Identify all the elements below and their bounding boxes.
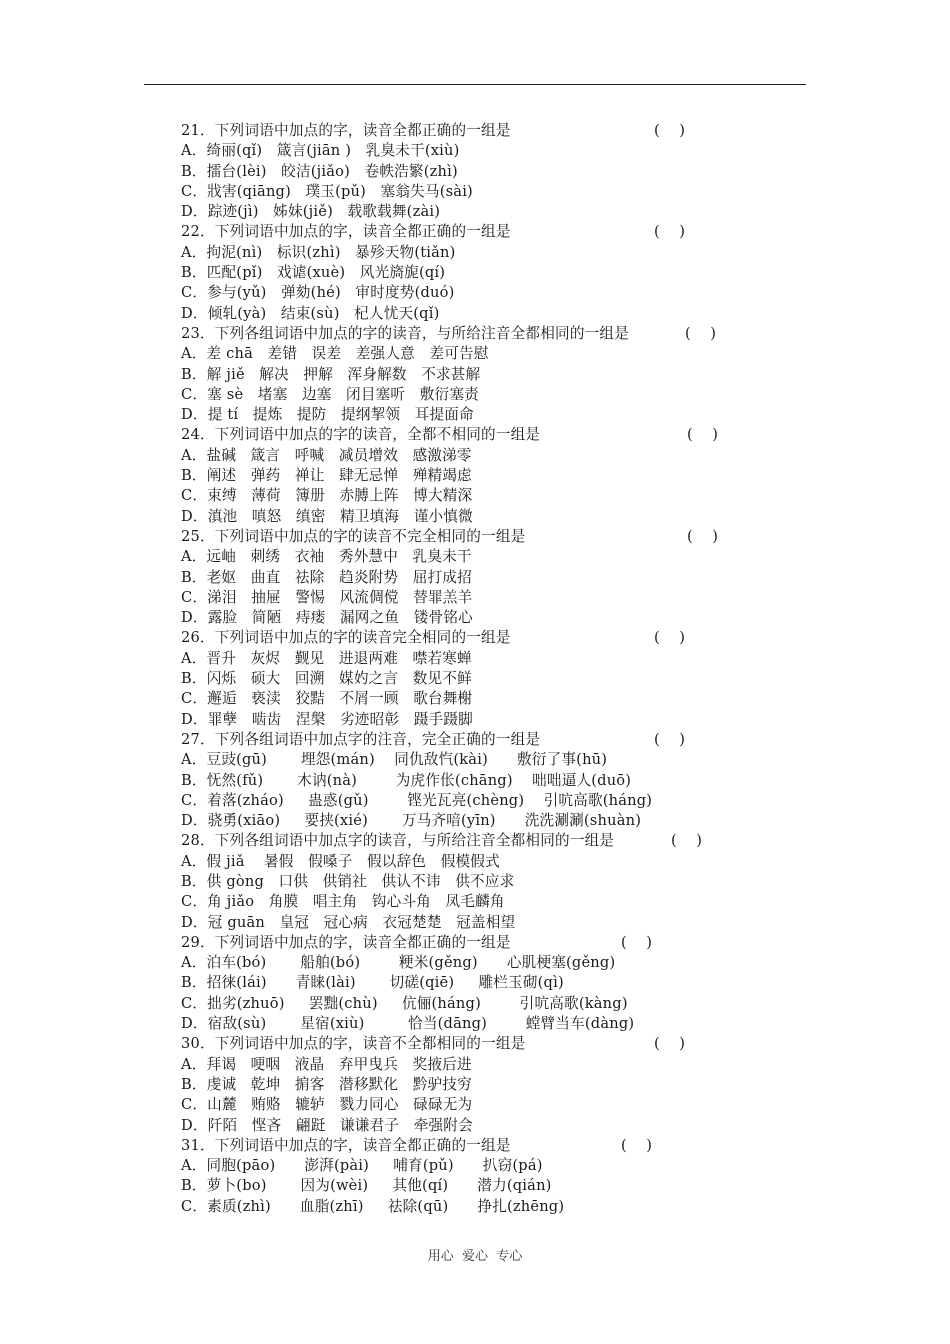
option-a: A．泊车(bó) 船舶(bó) 粳米(gěng) 心肌梗塞(gěng): [181, 954, 616, 972]
option-a: A．盐碱 箴言 呼喊 减员增效 感激涕零: [181, 446, 472, 464]
option-d: D．宿敌(sù) 星宿(xiù) 恰当(dāng) 螳臂当车(dàng): [181, 1015, 635, 1033]
option-a: A．同胞(pāo) 澎湃(pài) 哺育(pǔ) 扒窃(pá): [181, 1157, 543, 1175]
question-stem: 27．下列各组词语中加点字的注音，完全正确的一组是 ( ): [181, 730, 761, 750]
option-c: C．束缚 薄荷 簿册 赤膊上阵 博大精深: [181, 487, 473, 505]
option-c: C．戕害(qiāng) 璞玉(pǔ) 塞翁失马(sài): [181, 182, 473, 200]
header-rule: [144, 84, 806, 85]
answer-paren: ( ): [687, 426, 719, 444]
question-stem: 31．下列词语中加点的字，读音全都正确的一组是 ( ): [181, 1136, 761, 1156]
option-a: A．远岫 刺绣 衣袖 秀外慧中 乳臭未干: [181, 548, 472, 566]
option-d: D．提 tí 提炼 提防 提纲挈领 耳提面命: [181, 406, 474, 424]
question-list: [181, 121, 761, 1217]
option-a: A．差 chā 差错 误差 差强人意 差可告慰: [181, 345, 489, 363]
option-b: B．供 gòng 口供 供销社 供认不讳 供不应求: [181, 872, 515, 890]
option-a: A．假 jiǎ 暑假 假嗓子 假以辞色 假模假式: [181, 852, 500, 870]
option-d: D．倾轧(yà) 结束(sù) 杞人忧天(qǐ): [181, 304, 440, 322]
option-b: B．匹配(pǐ) 戏谑(xuè) 风光旖旎(qí): [181, 264, 446, 282]
answer-paren: ( ): [654, 730, 686, 748]
answer-paren: ( ): [671, 832, 703, 850]
option-b: B．萝卜(bo) 因为(wèi) 其他(qí) 潜力(qián): [181, 1177, 552, 1195]
option-c: C．山麓 贿赂 辘轳 戮力同心 碌碌无为: [181, 1096, 473, 1114]
answer-paren: ( ): [654, 1035, 686, 1053]
option-d: D．阡陌 悭吝 翩跹 谦谦君子 牵强附会: [181, 1116, 473, 1134]
option-c: C．塞 sè 堵塞 边塞 闭目塞听 敷衍塞责: [181, 385, 479, 403]
option-c: C．着落(zháo) 蛊惑(gǔ) 铿光瓦亮(chèng) 引吭高歌(háng): [181, 791, 653, 809]
option-c: C．拙劣(zhuō) 罢黜(chù) 伉俪(háng) 引吭高歌(kàng): [181, 994, 628, 1012]
question-stem: 21．下列词语中加点的字，读音全都正确的一组是 ( ): [181, 121, 761, 141]
option-b: B．怃然(fǔ) 木讷(nà) 为虎作伥(chāng) 咄咄逼人(duō): [181, 771, 632, 789]
option-b: B．擂台(lèi) 皎洁(jiǎo) 卷帙浩繁(zhì): [181, 162, 458, 180]
option-c: C．邂逅 亵渎 狡黠 不屑一顾 歌台舞榭: [181, 690, 473, 708]
option-a: A．豆豉(gū) 埋怨(mán) 同仇敌忾(kài) 敷衍了事(hū): [181, 751, 608, 769]
answer-paren: ( ): [621, 1136, 653, 1154]
option-b: B．闪烁 硕大 回溯 媒妁之言 数见不鲜: [181, 670, 472, 688]
question-stem: 22．下列词语中加点的字，读音全都正确的一组是 ( ): [181, 222, 761, 242]
question-stem: 26．下列词语中加点的字的读音完全相同的一组是 ( ): [181, 628, 761, 648]
question-stem: 23．下列各组词语中加点的字的读音，与所给注音全都相同的一组是 ( ): [181, 324, 761, 344]
question-stem: 30．下列词语中加点的字，读音不全都相同的一组是 ( ): [181, 1034, 761, 1054]
option-d: D．冠 guān 皇冠 冠心病 衣冠楚楚 冠盖相望: [181, 913, 516, 931]
option-b: B．阐述 弹药 禅让 肆无忌惮 殚精竭虑: [181, 467, 472, 485]
option-d: D．露脸 简陋 痔瘘 漏网之鱼 镂骨铭心: [181, 609, 473, 627]
option-d: D．滇池 嗔怒 缜密 精卫填海 谨小慎微: [181, 507, 473, 525]
option-c: C．角 jiǎo 角膜 唱主角 钩心斗角 凤毛麟角: [181, 893, 505, 911]
option-d: D．罪孽 啮齿 涅槃 劣迹昭彰 蹑手蹑脚: [181, 710, 473, 728]
answer-paren: ( ): [685, 324, 717, 342]
option-c: C．涕泪 抽屉 警惕 风流倜傥 替罪羔羊: [181, 588, 473, 606]
option-d: D．骁勇(xiāo) 要挟(xié) 万马齐喑(yīn) 洗洗涮涮(shuàn): [181, 812, 642, 830]
answer-paren: ( ): [654, 223, 686, 241]
answer-paren: ( ): [687, 527, 719, 545]
answer-paren: ( ): [654, 122, 686, 139]
option-d: D．踪迹(jì) 姊妹(jiě) 载歌载舞(zài): [181, 203, 441, 221]
page-footer: 用心 爱心 专心: [427, 1249, 523, 1264]
question-stem: 29．下列词语中加点的字，读音全都正确的一组是 ( ): [181, 933, 761, 953]
option-b: B．虔诚 乾坤 掮客 潜移默化 黔驴技穷: [181, 1075, 472, 1093]
option-a: A．晋升 灰烬 觐见 进退两难 噤若寒蝉: [181, 649, 472, 667]
option-c: C．素质(zhì) 血脂(zhī) 祛除(qū) 挣扎(zhēng): [181, 1197, 565, 1215]
option-c: C．参与(yǔ) 弹劾(hé) 审时度势(duó): [181, 284, 455, 302]
option-b: B．老妪 曲直 祛除 趋炎附势 屈打成招: [181, 568, 472, 586]
option-b: B．解 jiě 解决 押解 浑身解数 不求甚解: [181, 365, 481, 383]
option-a: A．绮丽(qǐ) 箴言(jiān ) 乳臭未干(xiù): [181, 142, 460, 160]
option-a: A．拜谒 哽咽 液晶 弃甲曳兵 奖掖后进: [181, 1055, 472, 1073]
answer-paren: ( ): [621, 933, 653, 951]
option-b: B．招徕(lái) 青睐(lài) 切磋(qiē) 雕栏玉砌(qì): [181, 974, 564, 992]
question-stem: 24．下列词语中加点的字的读音，全都不相同的一组是 ( ): [181, 425, 761, 445]
question-stem: 28．下列各组词语中加点字的读音，与所给注音全都相同的一组是 ( ): [181, 831, 761, 851]
answer-paren: ( ): [654, 629, 686, 647]
option-a: A．拘泥(nì) 标识(zhì) 暴殄天物(tiǎn): [181, 243, 456, 261]
question-stem: 25．下列词语中加点的字的读音不完全相同的一组是 ( ): [181, 527, 761, 547]
